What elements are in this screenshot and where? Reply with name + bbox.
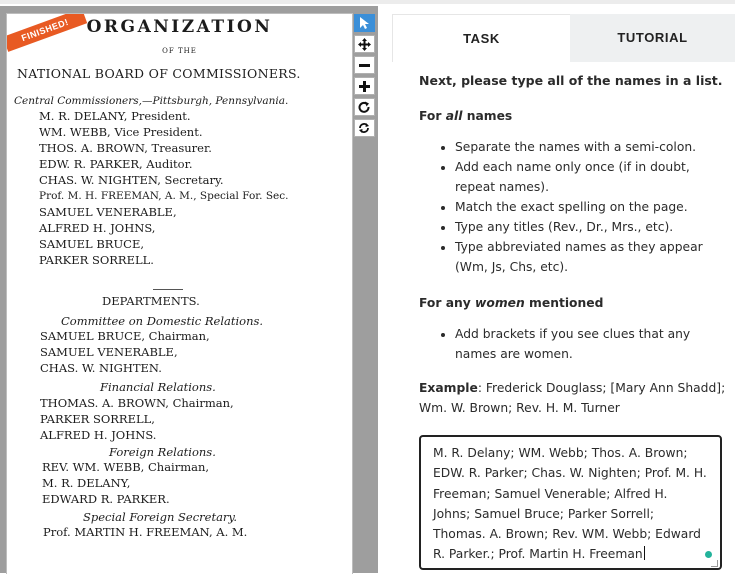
task-content xyxy=(419,72,729,418)
heading-text: mentioned xyxy=(524,296,604,310)
tab-tutorial[interactable]: TUTORIAL xyxy=(570,14,735,62)
departments-heading: DEPARTMENTS. xyxy=(102,294,200,308)
heading-emphasis: all xyxy=(445,109,463,123)
officer-line: EDW. R. PARKER, Auditor. xyxy=(39,157,193,171)
zoom-out-icon[interactable] xyxy=(354,56,375,74)
committee-line: THOMAS. A. BROWN, Chairman, xyxy=(40,396,234,410)
committee-line: PARKER SORRELL, xyxy=(40,412,155,426)
all-names-rules xyxy=(419,137,729,277)
women-rules xyxy=(419,324,729,364)
committee-line: ALFRED H. JOHNS. xyxy=(40,428,157,442)
officer-line: ALFRED H. JOHNS, xyxy=(39,221,156,235)
text-cursor xyxy=(644,546,645,560)
finished-badge: FINISHED! xyxy=(6,13,87,52)
committee-line: SAMUEL BRUCE, Chairman, xyxy=(40,329,210,343)
document-viewer[interactable] xyxy=(0,6,378,573)
committee-line: REV. WM. WEBB, Chairman, xyxy=(42,460,210,474)
officer-line: PARKER SORRELL. xyxy=(39,253,154,267)
example-label: Example xyxy=(419,381,478,395)
heading-text: For xyxy=(419,109,446,123)
officer-line: THOS. A. BROWN, Treasurer. xyxy=(39,141,212,155)
all-names-heading xyxy=(419,107,729,125)
officer-line: SAMUEL VENERABLE, xyxy=(39,205,177,219)
heading-text: For any xyxy=(419,296,476,310)
reset-icon[interactable] xyxy=(354,119,375,137)
officer-line: Prof. M. H. FREEMAN, A. M., Special For. Sec. xyxy=(39,190,289,202)
committee-line: EDWARD R. PARKER. xyxy=(42,492,170,506)
rule-item: • Add each name only once (if in doubt, repeat names). xyxy=(455,157,729,197)
answer-textarea[interactable] xyxy=(419,435,722,570)
move-icon[interactable] xyxy=(354,35,375,53)
zoom-in-icon[interactable] xyxy=(354,77,375,95)
rotate-icon[interactable] xyxy=(354,98,375,116)
status-dot-icon xyxy=(705,551,712,558)
divider xyxy=(153,289,183,290)
officer-line: CHAS. W. NIGHTEN, Secretary. xyxy=(39,173,224,187)
financial-heading: Financial Relations. xyxy=(100,380,216,394)
task-panel xyxy=(392,14,735,573)
rule-item: • Match the exact spelling on the page. xyxy=(455,197,729,217)
example-text xyxy=(419,378,729,418)
task-question: Next, please type all of the names in a list. xyxy=(419,73,723,88)
heading-text: names xyxy=(462,109,513,123)
board-heading: NATIONAL BOARD OF COMMISSIONERS. xyxy=(17,66,301,81)
committee-line: M. R. DELANY, xyxy=(42,476,131,490)
committee-line: CHAS. W. NIGHTEN. xyxy=(40,361,162,375)
page-subtitle: OF THE xyxy=(162,47,197,55)
tab-bar xyxy=(392,14,735,62)
special-line: Prof. MARTIN H. FREEMAN, A. M. xyxy=(43,525,248,539)
rule-item: • Type any titles (Rev., Dr., Mrs., etc). xyxy=(455,217,729,237)
page-title: ORGANIZATION xyxy=(86,17,273,37)
rule-item: • Add brackets if you see clues that any names are women. xyxy=(455,324,729,364)
tab-task[interactable]: TASK xyxy=(392,14,570,62)
heading-emphasis: women xyxy=(475,296,525,310)
women-heading xyxy=(419,294,729,312)
top-bar xyxy=(0,0,735,4)
resize-handle-icon[interactable] xyxy=(711,560,718,567)
foreign-heading: Foreign Relations. xyxy=(109,445,216,459)
domestic-heading: Committee on Domestic Relations. xyxy=(61,314,264,328)
rule-item: • Separate the names with a semi-colon. xyxy=(455,137,729,157)
central-heading: Central Commissioners,—Pittsburgh, Pennsylvania. xyxy=(14,95,289,107)
officer-line: SAMUEL BRUCE, xyxy=(39,237,144,251)
committee-line: SAMUEL VENERABLE, xyxy=(40,345,178,359)
officer-line: M. R. DELANY, President. xyxy=(39,109,191,123)
viewer-toolbar xyxy=(351,14,377,140)
special-heading: Special Foreign Secretary. xyxy=(83,510,238,524)
pointer-icon[interactable] xyxy=(354,14,375,32)
document-page[interactable] xyxy=(6,13,353,574)
rule-item: • Type abbreviated names as they appear (Wm, Js, Chs, etc). xyxy=(455,237,729,277)
officer-line: WM. WEBB, Vice President. xyxy=(39,125,203,139)
example-value: : Frederick Douglass; [Mary Ann Shadd]; Wm. W. Brown; Rev. H. M. Turner xyxy=(419,381,726,415)
answer-text: M. R. Delany; WM. Webb; Thos. A. Brown; EDW. R. Parker; Chas. W. Nighten; Prof. M. H. Freeman; Samuel Venerable; Alfred H. Johns; Samuel Bruce; Parker Sorrell; Thomas. A. Brown; Rev. WM. Webb; Edward R. Parker.; Prof. Martin H. Freeman xyxy=(433,446,707,562)
